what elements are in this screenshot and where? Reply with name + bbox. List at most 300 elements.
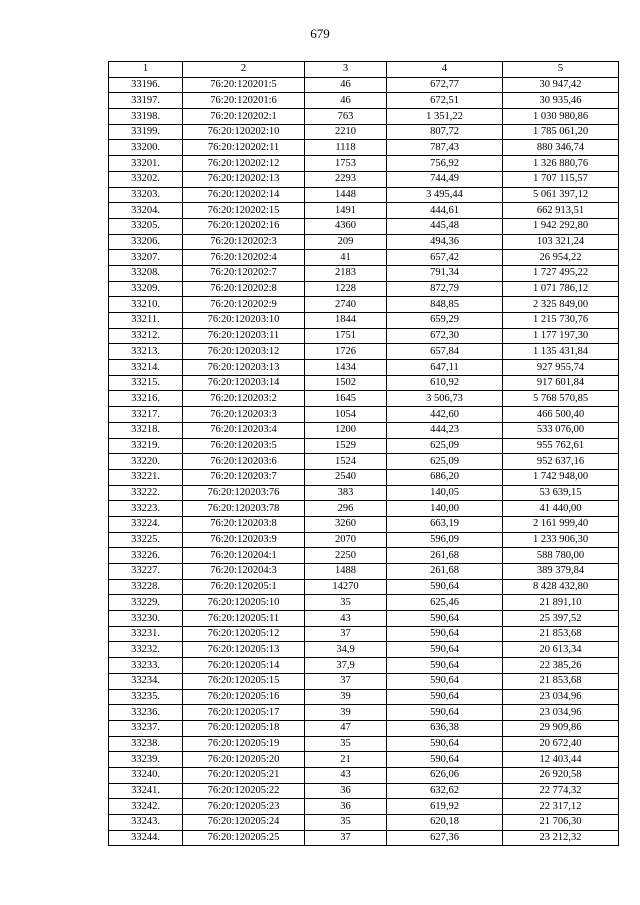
table-cell-col-5: 53 639,15 (503, 485, 619, 501)
table-cell-col-3: 43 (305, 767, 387, 783)
table-cell-col-4: 686,20 (387, 469, 503, 485)
table-cell-col-1: 33222. (109, 485, 183, 501)
table-cell-col-1: 33218. (109, 422, 183, 438)
table-cell-col-1: 33208. (109, 265, 183, 281)
table-cell-col-2: 76:20:120205:17 (183, 705, 305, 721)
table-cell-col-3: 14270 (305, 579, 387, 595)
table-cell-col-5: 21 891,10 (503, 595, 619, 611)
table-row (109, 77, 619, 93)
table-row (109, 124, 619, 140)
table-cell-col-2: 76:20:120205:15 (183, 673, 305, 689)
table-cell-col-1: 33228. (109, 579, 183, 595)
table-row (109, 140, 619, 156)
table-row (109, 752, 619, 768)
table-cell-col-2: 76:20:120203:3 (183, 407, 305, 423)
table-cell-col-5: 662 913,51 (503, 203, 619, 219)
table-row (109, 611, 619, 627)
table-cell-col-1: 33215. (109, 375, 183, 391)
table-cell-col-2: 76:20:120204:1 (183, 548, 305, 564)
table-cell-col-4: 261,68 (387, 548, 503, 564)
column-header-1: 1 (109, 62, 183, 78)
table-cell-col-5: 21 853,68 (503, 626, 619, 642)
table-cell-col-1: 33205. (109, 218, 183, 234)
table-row (109, 673, 619, 689)
table-cell-col-3: 2293 (305, 171, 387, 187)
table-cell-col-4: 3 495,44 (387, 187, 503, 203)
table-cell-col-1: 33206. (109, 234, 183, 250)
table-cell-col-3: 35 (305, 595, 387, 611)
table-cell-col-4: 632,62 (387, 783, 503, 799)
table-cell-col-2: 76:20:120203:8 (183, 516, 305, 532)
table-row (109, 171, 619, 187)
table-cell-col-3: 21 (305, 752, 387, 768)
table-cell-col-5: 917 601,84 (503, 375, 619, 391)
table-row (109, 564, 619, 580)
table-cell-col-2: 76:20:120205:21 (183, 767, 305, 783)
table-cell-col-4: 3 506,73 (387, 391, 503, 407)
table-cell-col-4: 627,36 (387, 830, 503, 846)
table-cell-col-1: 33232. (109, 642, 183, 658)
table-cell-col-2: 76:20:120205:12 (183, 626, 305, 642)
table-cell-col-5: 1 233 906,30 (503, 532, 619, 548)
table-cell-col-5: 30 935,46 (503, 93, 619, 109)
table-row (109, 579, 619, 595)
table-cell-col-2: 76:20:120203:78 (183, 501, 305, 517)
table-cell-col-5: 2 161 999,40 (503, 516, 619, 532)
table-cell-col-5: 533 076,00 (503, 422, 619, 438)
table-row (109, 705, 619, 721)
table-row (109, 234, 619, 250)
column-header-3: 3 (305, 62, 387, 78)
table-row (109, 501, 619, 517)
table-cell-col-1: 33227. (109, 564, 183, 580)
table-row (109, 626, 619, 642)
table-cell-col-2: 76:20:120205:23 (183, 799, 305, 815)
table-row (109, 265, 619, 281)
table-row (109, 830, 619, 846)
table-cell-col-4: 596,09 (387, 532, 503, 548)
table-cell-col-5: 1 742 948,00 (503, 469, 619, 485)
table-cell-col-1: 33233. (109, 658, 183, 674)
table-row (109, 422, 619, 438)
table-cell-col-4: 625,09 (387, 454, 503, 470)
table-cell-col-1: 33199. (109, 124, 183, 140)
table-cell-col-1: 33225. (109, 532, 183, 548)
table-cell-col-2: 76:20:120202:14 (183, 187, 305, 203)
table-row (109, 391, 619, 407)
table-cell-col-4: 590,64 (387, 705, 503, 721)
table-cell-col-5: 41 440,00 (503, 501, 619, 517)
table-cell-col-2: 76:20:120203:5 (183, 438, 305, 454)
table-cell-col-5: 1 135 431,84 (503, 344, 619, 360)
table-cell-col-1: 33212. (109, 328, 183, 344)
table-cell-col-2: 76:20:120205:16 (183, 689, 305, 705)
table-row (109, 485, 619, 501)
table-cell-col-3: 2740 (305, 297, 387, 313)
table-cell-col-4: 444,61 (387, 203, 503, 219)
table-cell-col-4: 659,29 (387, 313, 503, 329)
table-cell-col-5: 22 385,26 (503, 658, 619, 674)
table-cell-col-5: 103 321,24 (503, 234, 619, 250)
table-cell-col-3: 37,9 (305, 658, 387, 674)
table-cell-col-3: 1645 (305, 391, 387, 407)
table-cell-col-3: 36 (305, 783, 387, 799)
table-row (109, 109, 619, 125)
table-cell-col-3: 39 (305, 705, 387, 721)
table-cell-col-5: 955 762,61 (503, 438, 619, 454)
table-cell-col-4: 672,30 (387, 328, 503, 344)
table-cell-col-1: 33239. (109, 752, 183, 768)
table-cell-col-5: 23 034,96 (503, 689, 619, 705)
table-cell-col-4: 663,19 (387, 516, 503, 532)
table-cell-col-3: 209 (305, 234, 387, 250)
table-cell-col-2: 76:20:120202:11 (183, 140, 305, 156)
table-cell-col-5: 23 212,32 (503, 830, 619, 846)
table-cell-col-4: 590,64 (387, 611, 503, 627)
page-number: 679 (310, 26, 330, 41)
header-row (109, 62, 619, 78)
column-header-5: 5 (503, 62, 619, 78)
table-row (109, 815, 619, 831)
table-cell-col-4: 590,64 (387, 658, 503, 674)
table-cell-col-3: 383 (305, 485, 387, 501)
table-cell-col-4: 625,09 (387, 438, 503, 454)
table-cell-col-2: 76:20:120205:13 (183, 642, 305, 658)
table-cell-col-2: 76:20:120203:4 (183, 422, 305, 438)
table-cell-col-4: 636,38 (387, 720, 503, 736)
table-cell-col-1: 33224. (109, 516, 183, 532)
table-row (109, 595, 619, 611)
table-cell-col-4: 140,00 (387, 501, 503, 517)
table-cell-col-5: 1 942 292,80 (503, 218, 619, 234)
table-cell-col-3: 1448 (305, 187, 387, 203)
table-cell-col-3: 47 (305, 720, 387, 736)
table-cell-col-5: 8 428 432,80 (503, 579, 619, 595)
table-cell-col-2: 76:20:120205:24 (183, 815, 305, 831)
table-cell-col-3: 35 (305, 815, 387, 831)
table-cell-col-4: 261,68 (387, 564, 503, 580)
table-cell-col-1: 33237. (109, 720, 183, 736)
table-cell-col-4: 744,49 (387, 171, 503, 187)
table-cell-col-2: 76:20:120203:13 (183, 360, 305, 376)
table-cell-col-2: 76:20:120205:10 (183, 595, 305, 611)
table-cell-col-2: 76:20:120205:20 (183, 752, 305, 768)
table-cell-col-1: 33223. (109, 501, 183, 517)
table-cell-col-4: 140,05 (387, 485, 503, 501)
table-cell-col-4: 590,64 (387, 626, 503, 642)
table-cell-col-5: 20 613,34 (503, 642, 619, 658)
table-row (109, 328, 619, 344)
table-cell-col-2: 76:20:120205:19 (183, 736, 305, 752)
table-cell-col-5: 22 774,32 (503, 783, 619, 799)
table-cell-col-5: 22 317,12 (503, 799, 619, 815)
table-cell-col-2: 76:20:120205:14 (183, 658, 305, 674)
table-cell-col-2: 76:20:120205:25 (183, 830, 305, 846)
table-cell-col-5: 1 326 880,76 (503, 156, 619, 172)
table-cell-col-2: 76:20:120202:13 (183, 171, 305, 187)
column-header-2: 2 (183, 62, 305, 78)
table-cell-col-4: 625,46 (387, 595, 503, 611)
table-cell-col-2: 76:20:120202:4 (183, 250, 305, 266)
table-cell-col-2: 76:20:120203:14 (183, 375, 305, 391)
table-cell-col-3: 35 (305, 736, 387, 752)
column-header-4: 4 (387, 62, 503, 78)
table-cell-col-2: 76:20:120203:12 (183, 344, 305, 360)
table-cell-col-2: 76:20:120203:2 (183, 391, 305, 407)
table-cell-col-4: 590,64 (387, 752, 503, 768)
table-cell-col-4: 590,64 (387, 642, 503, 658)
table-cell-col-5: 12 403,44 (503, 752, 619, 768)
table-row (109, 548, 619, 564)
table-row (109, 156, 619, 172)
table-cell-col-4: 848,85 (387, 297, 503, 313)
table-cell-col-5: 1 177 197,30 (503, 328, 619, 344)
table-cell-col-2: 76:20:120205:11 (183, 611, 305, 627)
table-cell-col-5: 1 727 495,22 (503, 265, 619, 281)
table-cell-col-1: 33238. (109, 736, 183, 752)
table-cell-col-2: 76:20:120202:15 (183, 203, 305, 219)
table-cell-col-4: 672,77 (387, 77, 503, 93)
table-cell-col-3: 3260 (305, 516, 387, 532)
table-cell-col-1: 33230. (109, 611, 183, 627)
table-cell-col-2: 76:20:120205:22 (183, 783, 305, 799)
table-cell-col-2: 76:20:120202:16 (183, 218, 305, 234)
table-cell-col-2: 76:20:120204:3 (183, 564, 305, 580)
table-row (109, 469, 619, 485)
table-cell-col-2: 76:20:120203:7 (183, 469, 305, 485)
table-cell-col-4: 620,18 (387, 815, 503, 831)
table-row (109, 407, 619, 423)
table-cell-col-1: 33226. (109, 548, 183, 564)
table-cell-col-2: 76:20:120205:1 (183, 579, 305, 595)
table-row (109, 799, 619, 815)
table-cell-col-1: 33236. (109, 705, 183, 721)
table-row (109, 689, 619, 705)
table-row (109, 297, 619, 313)
table-cell-col-1: 33207. (109, 250, 183, 266)
table-cell-col-1: 33201. (109, 156, 183, 172)
table-cell-col-5: 25 397,52 (503, 611, 619, 627)
table-cell-col-4: 756,92 (387, 156, 503, 172)
table-cell-col-1: 33210. (109, 297, 183, 313)
table-cell-col-4: 657,84 (387, 344, 503, 360)
table-cell-col-1: 33216. (109, 391, 183, 407)
table-cell-col-3: 1491 (305, 203, 387, 219)
table-cell-col-3: 1726 (305, 344, 387, 360)
table-cell-col-4: 791,34 (387, 265, 503, 281)
table-cell-col-5: 29 909,86 (503, 720, 619, 736)
table-cell-col-5: 21 706,30 (503, 815, 619, 831)
table-cell-col-1: 33221. (109, 469, 183, 485)
table-row (109, 438, 619, 454)
table-cell-col-4: 787,43 (387, 140, 503, 156)
table-cell-col-4: 672,51 (387, 93, 503, 109)
table-cell-col-3: 1844 (305, 313, 387, 329)
table-cell-col-3: 43 (305, 611, 387, 627)
table-cell-col-2: 76:20:120201:6 (183, 93, 305, 109)
table-row (109, 375, 619, 391)
table-cell-col-2: 76:20:120203:6 (183, 454, 305, 470)
table-cell-col-3: 2210 (305, 124, 387, 140)
table-cell-col-2: 76:20:120205:18 (183, 720, 305, 736)
table-cell-col-4: 647,11 (387, 360, 503, 376)
table-cell-col-1: 33231. (109, 626, 183, 642)
table-cell-col-5: 880 346,74 (503, 140, 619, 156)
table-cell-col-5: 21 853,68 (503, 673, 619, 689)
table-cell-col-1: 33240. (109, 767, 183, 783)
table-cell-col-4: 494,36 (387, 234, 503, 250)
table-row (109, 313, 619, 329)
table-cell-col-2: 76:20:120203:11 (183, 328, 305, 344)
table-cell-col-1: 33219. (109, 438, 183, 454)
table-cell-col-3: 1054 (305, 407, 387, 423)
table-row (109, 360, 619, 376)
table-cell-col-4: 590,64 (387, 736, 503, 752)
table-cell-col-5: 1 071 786,12 (503, 281, 619, 297)
table-row (109, 344, 619, 360)
table-cell-col-3: 1434 (305, 360, 387, 376)
table-row (109, 218, 619, 234)
table-cell-col-1: 33196. (109, 77, 183, 93)
table-cell-col-3: 1502 (305, 375, 387, 391)
table-cell-col-1: 33217. (109, 407, 183, 423)
table-cell-col-3: 1751 (305, 328, 387, 344)
table-cell-col-3: 1200 (305, 422, 387, 438)
table-cell-col-3: 36 (305, 799, 387, 815)
table-cell-col-4: 626,06 (387, 767, 503, 783)
table-body (109, 77, 619, 846)
table-cell-col-1: 33203. (109, 187, 183, 203)
table-cell-col-4: 610,92 (387, 375, 503, 391)
table-cell-col-5: 5 061 397,12 (503, 187, 619, 203)
table-cell-col-1: 33242. (109, 799, 183, 815)
table-cell-col-4: 445,48 (387, 218, 503, 234)
table-row (109, 93, 619, 109)
table-cell-col-3: 296 (305, 501, 387, 517)
table-cell-col-2: 76:20:120203:9 (183, 532, 305, 548)
table-cell-col-5: 1 030 980,86 (503, 109, 619, 125)
table-cell-col-1: 33204. (109, 203, 183, 219)
table-row (109, 281, 619, 297)
table-cell-col-3: 37 (305, 830, 387, 846)
table-cell-col-5: 588 780,00 (503, 548, 619, 564)
table-cell-col-4: 590,64 (387, 673, 503, 689)
table-cell-col-2: 76:20:120201:5 (183, 77, 305, 93)
table-cell-col-4: 872,79 (387, 281, 503, 297)
table-cell-col-3: 39 (305, 689, 387, 705)
table-cell-col-4: 1 351,22 (387, 109, 503, 125)
table-cell-col-1: 33234. (109, 673, 183, 689)
table-cell-col-1: 33229. (109, 595, 183, 611)
table-cell-col-1: 33197. (109, 93, 183, 109)
table-cell-col-4: 619,92 (387, 799, 503, 815)
table-cell-col-3: 763 (305, 109, 387, 125)
table-cell-col-2: 76:20:120202:10 (183, 124, 305, 140)
table-cell-col-5: 1 215 730,76 (503, 313, 619, 329)
table-row (109, 658, 619, 674)
table-cell-col-1: 33214. (109, 360, 183, 376)
table-cell-col-1: 33244. (109, 830, 183, 846)
table-cell-col-1: 33200. (109, 140, 183, 156)
table-cell-col-1: 33220. (109, 454, 183, 470)
table-row (109, 532, 619, 548)
table-cell-col-1: 33241. (109, 783, 183, 799)
table-row (109, 203, 619, 219)
table-cell-col-3: 2070 (305, 532, 387, 548)
table-cell-col-5: 2 325 849,00 (503, 297, 619, 313)
table-cell-col-1: 33211. (109, 313, 183, 329)
table-cell-col-3: 1118 (305, 140, 387, 156)
table-cell-col-3: 1228 (305, 281, 387, 297)
table-row (109, 516, 619, 532)
table-cell-col-1: 33202. (109, 171, 183, 187)
table-cell-col-3: 46 (305, 77, 387, 93)
table-cell-col-3: 2183 (305, 265, 387, 281)
table-cell-col-1: 33235. (109, 689, 183, 705)
table-row (109, 783, 619, 799)
table-cell-col-4: 590,64 (387, 689, 503, 705)
table-cell-col-5: 30 947,42 (503, 77, 619, 93)
table-cell-col-4: 444,23 (387, 422, 503, 438)
table-cell-col-5: 1 707 115,57 (503, 171, 619, 187)
table-cell-col-1: 33213. (109, 344, 183, 360)
table-cell-col-2: 76:20:120202:3 (183, 234, 305, 250)
table-cell-col-3: 37 (305, 673, 387, 689)
table-cell-col-3: 1524 (305, 454, 387, 470)
table-cell-col-1: 33198. (109, 109, 183, 125)
table-cell-col-4: 807,72 (387, 124, 503, 140)
table-cell-col-3: 37 (305, 626, 387, 642)
table-cell-col-5: 466 500,40 (503, 407, 619, 423)
table-cell-col-3: 34,9 (305, 642, 387, 658)
table-cell-col-3: 1753 (305, 156, 387, 172)
table-cell-col-5: 26 920,58 (503, 767, 619, 783)
table-cell-col-4: 442,60 (387, 407, 503, 423)
table-cell-col-5: 23 034,96 (503, 705, 619, 721)
table-cell-col-5: 952 637,16 (503, 454, 619, 470)
table-cell-col-1: 33209. (109, 281, 183, 297)
table-cell-col-3: 1488 (305, 564, 387, 580)
table-cell-col-2: 76:20:120202:12 (183, 156, 305, 172)
table-cell-col-5: 26 954,22 (503, 250, 619, 266)
table-cell-col-5: 20 672,40 (503, 736, 619, 752)
table-cell-col-5: 5 768 570,85 (503, 391, 619, 407)
table-cell-col-5: 1 785 061,20 (503, 124, 619, 140)
table-cell-col-3: 2540 (305, 469, 387, 485)
table-cell-col-3: 2250 (305, 548, 387, 564)
table-row (109, 642, 619, 658)
table-row (109, 736, 619, 752)
table-cell-col-2: 76:20:120203:76 (183, 485, 305, 501)
table-cell-col-4: 590,64 (387, 579, 503, 595)
table-cell-col-3: 1529 (305, 438, 387, 454)
table-cell-col-2: 76:20:120202:1 (183, 109, 305, 125)
table-cell-col-3: 46 (305, 93, 387, 109)
data-table (108, 61, 619, 846)
table-cell-col-3: 4360 (305, 218, 387, 234)
table-cell-col-5: 389 379,84 (503, 564, 619, 580)
table-row (109, 187, 619, 203)
table-row (109, 767, 619, 783)
table-cell-col-4: 657,42 (387, 250, 503, 266)
table-row (109, 250, 619, 266)
table-cell-col-2: 76:20:120202:7 (183, 265, 305, 281)
table-cell-col-1: 33243. (109, 815, 183, 831)
table-cell-col-5: 927 955,74 (503, 360, 619, 376)
table-cell-col-2: 76:20:120202:8 (183, 281, 305, 297)
table-cell-col-2: 76:20:120203:10 (183, 313, 305, 329)
table-row (109, 454, 619, 470)
